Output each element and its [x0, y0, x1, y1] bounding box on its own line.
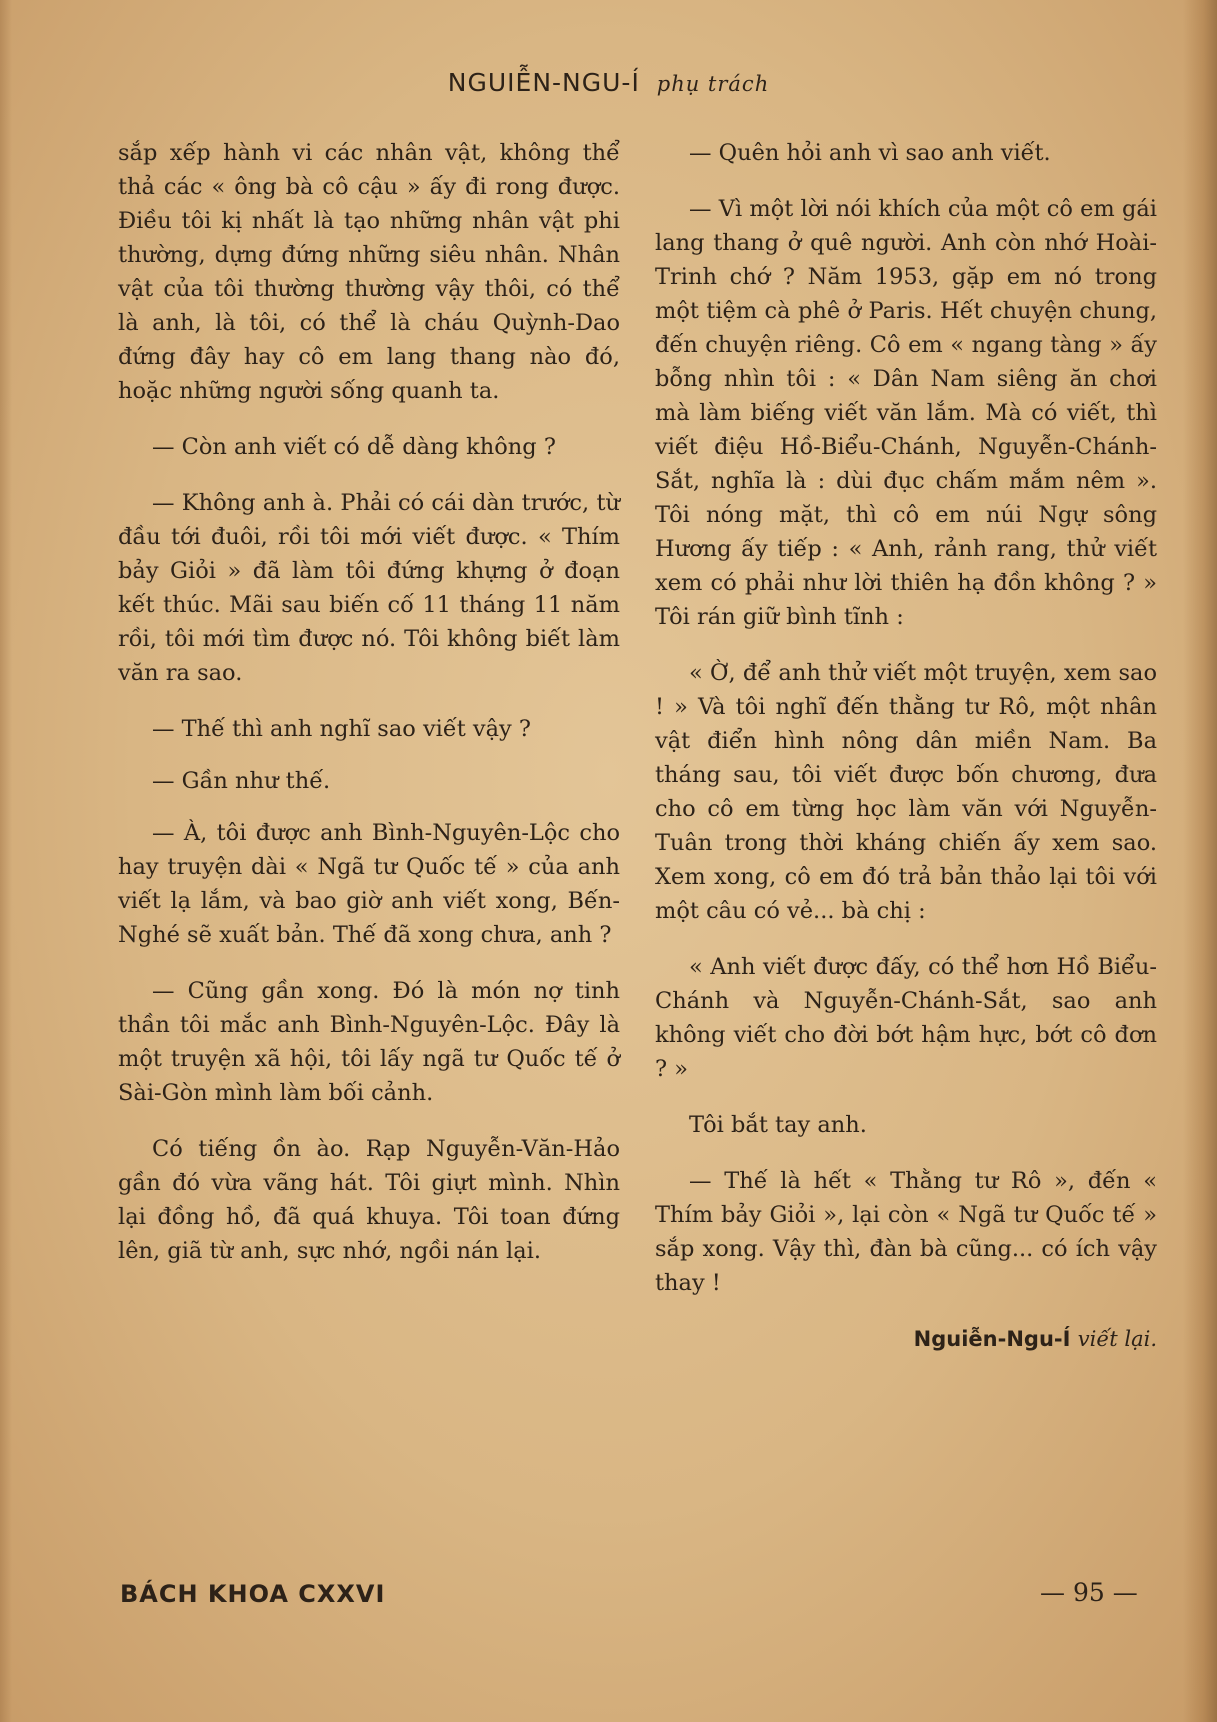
paragraph: Tôi bắt tay anh. — [689, 1112, 867, 1138]
paper-edge-shadow-right — [1183, 0, 1217, 1722]
signature-note: viết lại. — [1077, 1327, 1157, 1351]
paragraph: sắp xếp hành vi các nhân vật, không thể thả các « ông bà cô cậu » ấy đi rong được. Điều tôi kị nhất là tạo những nhân vật phi thường, dựng đứng những siêu nhân. Nhân vật của tôi thường thường vậy thôi, có thể là anh, là tôi, có thể là cháu Quỳnh-Dao đứng đây hay cô em lang thang nào đó, hoặc những người sống quanh ta. — [118, 140, 620, 404]
paragraph: — Thế là hết « Thằng tư Rô », đến « Thím bảy Giỏi », lại còn « Ngã tư Quốc tế » sắp xong. Vậy thì, đàn bà cũng... có ích vậy thay ! — [655, 1168, 1157, 1296]
paragraph: — Còn anh viết có dễ dàng không ? — [152, 434, 556, 460]
author-signature — [655, 1322, 1157, 1356]
paragraph: — Cũng gần xong. Đó là món nợ tinh thần tôi mắc anh Bình-Nguyên-Lộc. Đây là một truyện xã hội, tôi lấy ngã tư Quốc tế ở Sài-Gòn mình làm bối cảnh. — [118, 978, 620, 1106]
signature-name: Nguiễn-Ngu-Í — [913, 1327, 1071, 1351]
right-column — [655, 136, 1157, 1356]
publication-footer: BÁCH KHOA CXXVI — [120, 1580, 386, 1608]
paragraph: — Gần như thế. — [152, 768, 331, 794]
paragraph: — Thế thì anh nghĩ sao viết vậy ? — [152, 716, 531, 742]
header-title: NGUIỄN-NGU-Í — [447, 68, 640, 97]
paper-edge-shadow-left — [0, 0, 12, 1722]
header-subtitle: phụ trách — [656, 72, 770, 96]
paragraph: Có tiếng ồn ào. Rạp Nguyễn-Văn-Hảo gần đó vừa vãng hát. Tôi giựt mình. Nhìn lại đồng hồ, đã quá khuya. Tôi toan đứng lên, giã từ anh, sực nhớ, ngồi nán lại. — [118, 1136, 620, 1264]
paragraph: — À, tôi được anh Bình-Nguyên-Lộc cho hay truyện dài « Ngã tư Quốc tế » của anh viết lạ lắm, và bao giờ anh viết xong, Bến-Nghé sẽ xuất bản. Thế đã xong chưa, anh ? — [118, 820, 620, 948]
paragraph: — Quên hỏi anh vì sao anh viết. — [689, 140, 1051, 166]
left-column — [118, 136, 620, 1290]
page-header — [0, 68, 1217, 97]
paragraph: — Vì một lời nói khích của một cô em gái lang thang ở quê người. Anh còn nhớ Hoài-Trinh chớ ? Năm 1953, gặp em nó trong một tiệm cà phê ở Paris. Hết chuyện chung, đến chuyện riêng. Cô em « ngang tàng » ấy bỗng nhìn tôi : « Dân Nam siêng ăn chơi mà làm biếng viết văn lắm. Mà có viết, thì viết điệu Hồ-Biểu-Chánh, Nguyễn-Chánh-Sắt, nghĩa là : dùi đục chấm mắm nêm ». Tôi nóng mặt, thì cô em núi Ngự sông Hương ấy tiếp : « Anh, rảnh rang, thử viết xem có phải như lời thiên hạ đồn không ? » Tôi rán giữ bình tĩnh : — [655, 196, 1157, 630]
paragraph: « Ờ, để anh thử viết một truyện, xem sao ! » Và tôi nghĩ đến thằng tư Rô, một nhân vật điển hình nông dân miền Nam. Ba tháng sau, tôi viết được bốn chương, đưa cho cô em từng học làm văn với Nguyễn-Tuân trong thời kháng chiến ấy xem sao. Xem xong, cô em đó trả bản thảo lại tôi với một câu có vẻ... bà chị : — [655, 660, 1157, 924]
paragraph: « Anh viết được đấy, có thể hơn Hồ Biểu-Chánh và Nguyễn-Chánh-Sắt, sao anh không viết cho đời bớt hậm hực, bớt cô đơn ? » — [655, 954, 1157, 1082]
paragraph: — Không anh à. Phải có cái dàn trước, từ đầu tới đuôi, rồi tôi mới viết được. « Thím bảy Giỏi » đã làm tôi đứng khựng ở đoạn kết thúc. Mãi sau biến cố 11 tháng 11 năm rồi, tôi mới tìm được nó. Tôi không biết làm văn ra sao. — [118, 490, 620, 686]
page-number: — 95 — — [1040, 1578, 1138, 1607]
